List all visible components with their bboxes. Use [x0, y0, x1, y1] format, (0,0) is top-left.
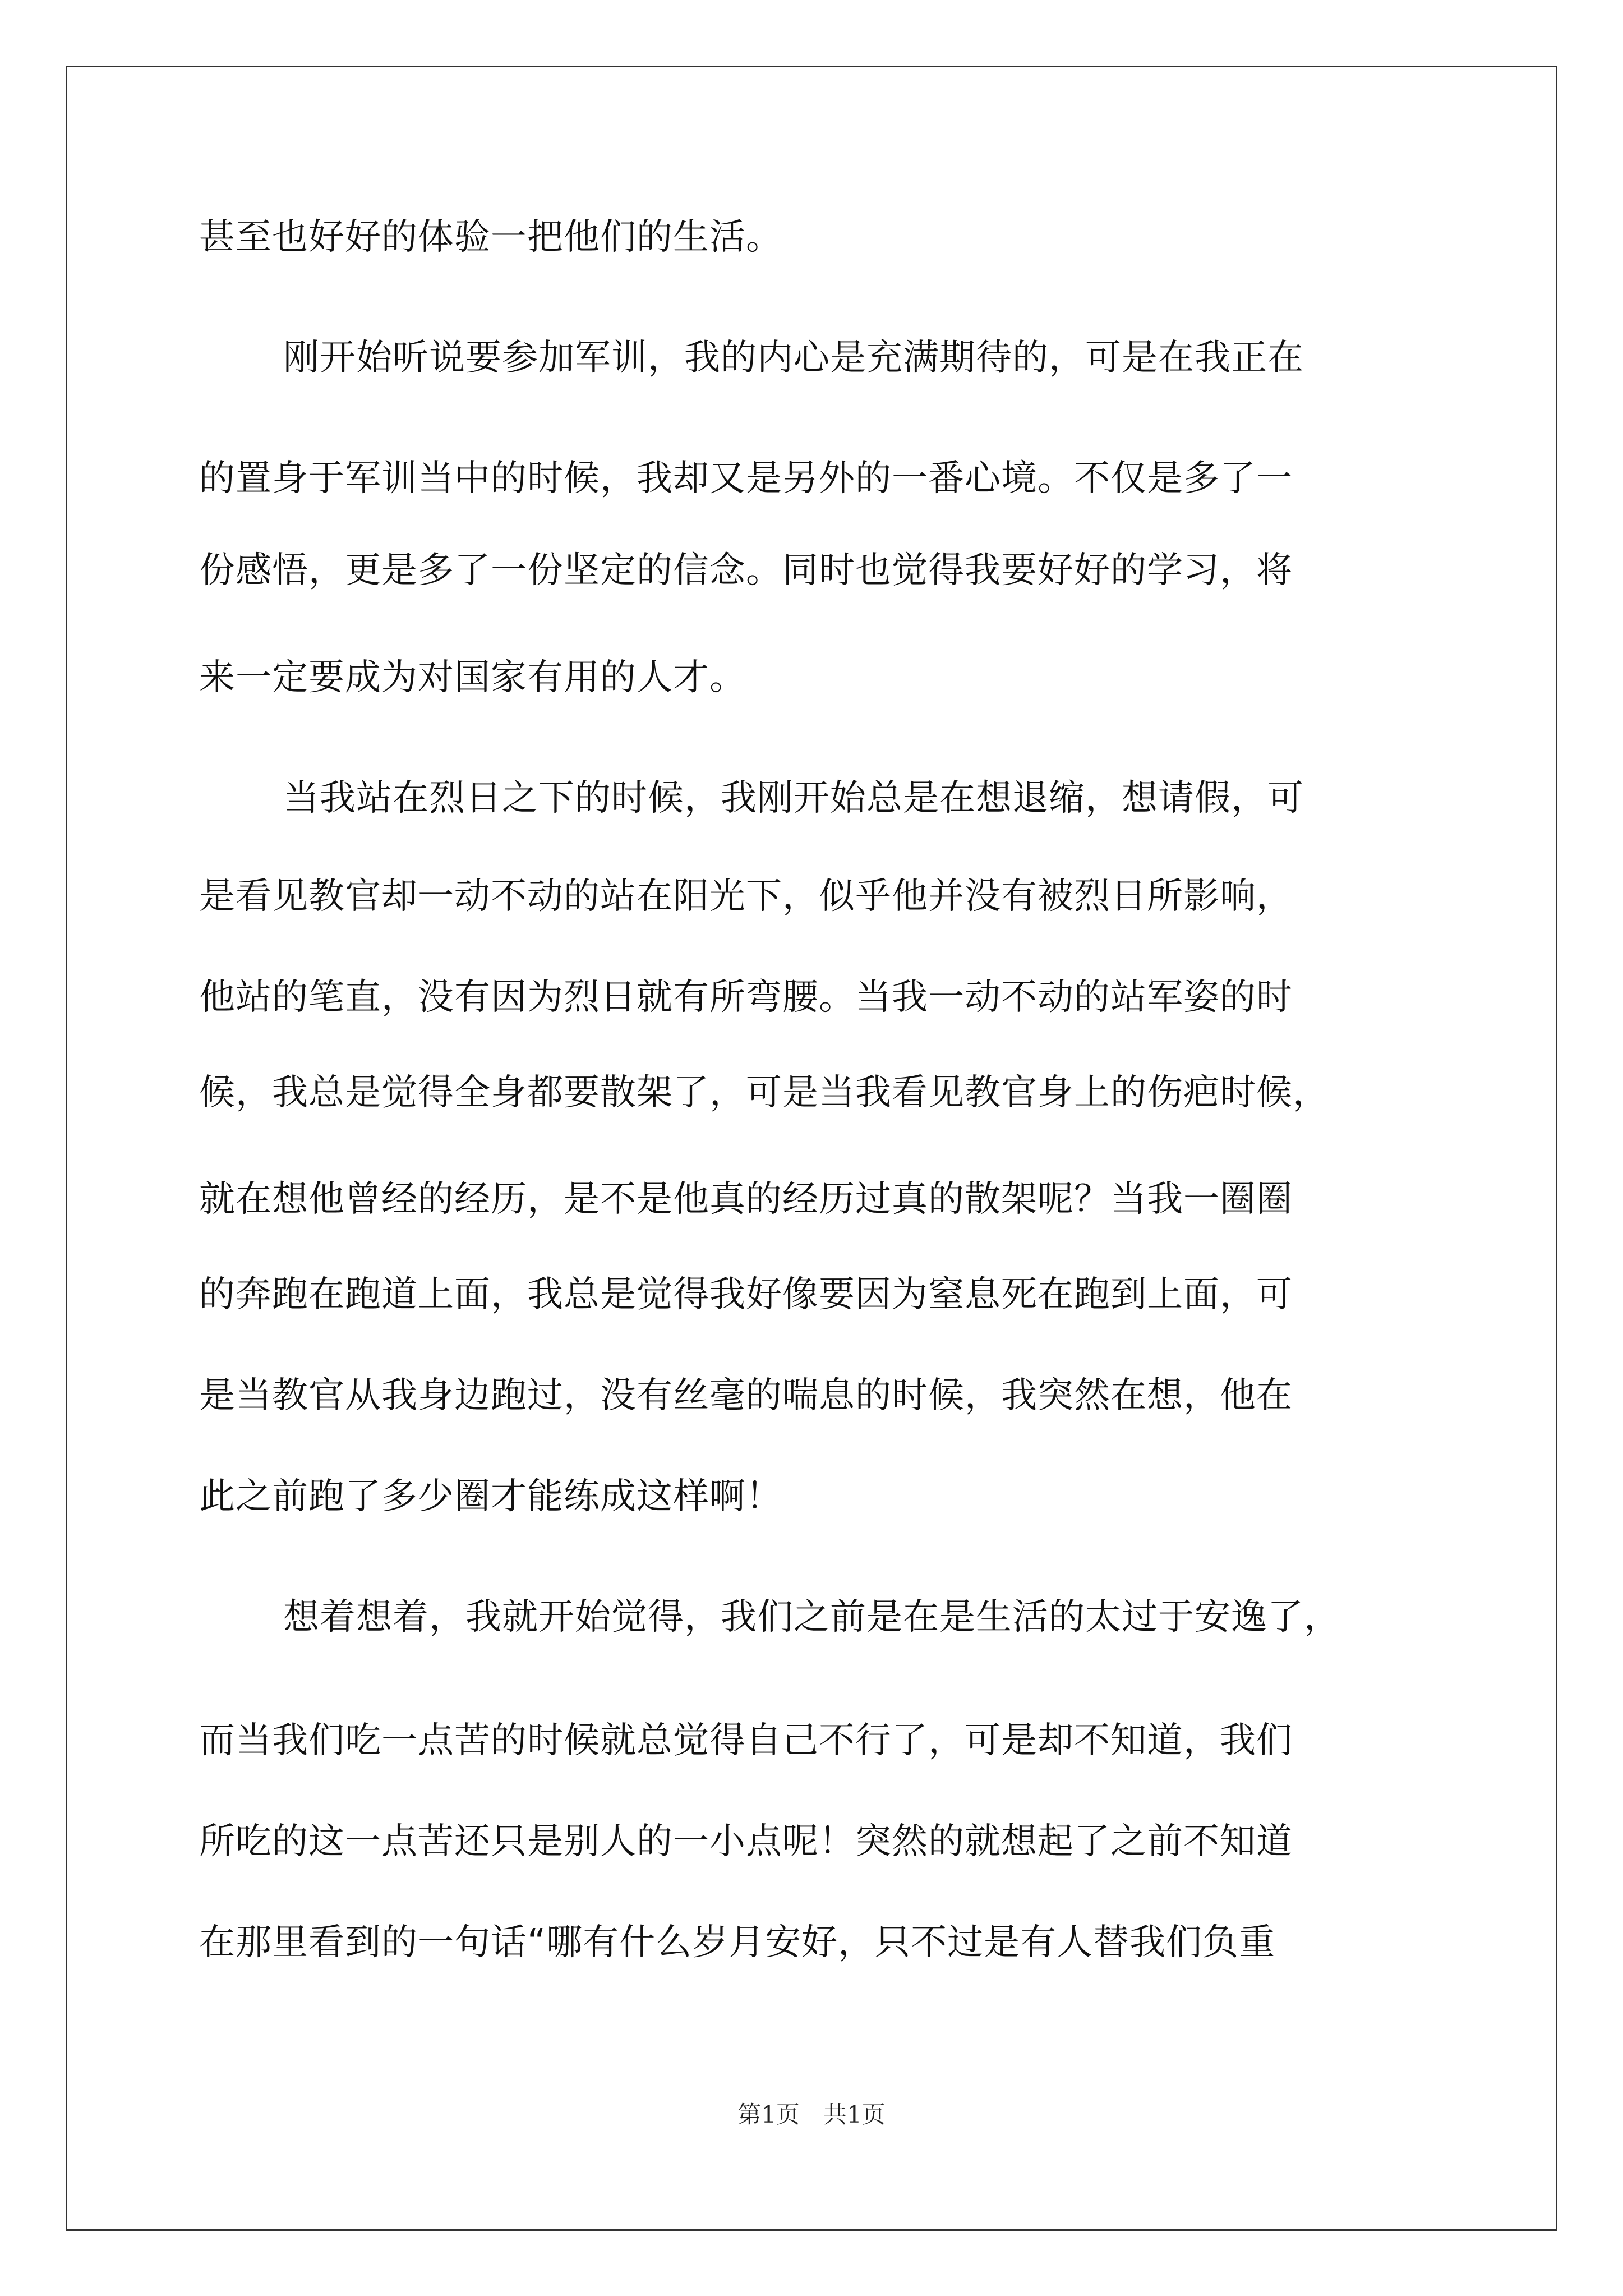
text-line: 份感悟，更是多了一份坚定的信念。同时也觉得我要好好的学习，将 [199, 550, 1293, 591]
text-line: 而当我们吃一点苦的时候就总觉得自己不行了，可是却不知道，我们 [199, 1720, 1293, 1761]
text-line: 就在想他曾经的经历，是不是他真的经历过真的散架呢？当我一圈圈 [199, 1179, 1293, 1220]
text-line: 候，我总是觉得全身都要散架了，可是当我看见教官身上的伤疤时候， [199, 1072, 1329, 1114]
text-line: 的奔跑在跑道上面，我总是觉得我好像要因为窒息死在跑到上面，可 [199, 1274, 1293, 1315]
text-line: 在那里看到的一句话“哪有什么岁月安好，只不过是有人替我们负重 [199, 1922, 1276, 1963]
text-line: 他站的笔直，没有因为烈日就有所弯腰。当我一动不动的站军姿的时 [199, 977, 1293, 1018]
text-line: 此之前跑了多少圈才能练成这样啊！ [199, 1476, 782, 1517]
page-footer [0, 2098, 1623, 2132]
text-line: 甚至也好好的体验一把他们的生活。 [199, 217, 782, 258]
paragraph-start-line: 想着想着，我就开始觉得，我们之前是在是生活的太过于安逸了， [283, 1596, 1340, 1638]
text-line: 的置身于军训当中的时候，我却又是另外的一番心境。不仅是多了一 [199, 458, 1293, 499]
text-line: 来一定要成为对国家有用的人才。 [199, 657, 746, 698]
text-line: 是看见教官却一动不动的站在阳光下，似乎他并没有被烈日所影响， [199, 876, 1293, 917]
page-total: 共1页 [823, 2101, 886, 2128]
text-line: 所吃的这一点苦还只是别人的一小点呢！突然的就想起了之前不知道 [199, 1821, 1293, 1862]
page-border [66, 66, 1557, 2231]
text-line: 是当教官从我身边跑过，没有丝毫的喘息的时候，我突然在想，他在 [199, 1375, 1293, 1416]
paragraph-start-line: 当我站在烈日之下的时候，我刚开始总是在想退缩，想请假，可 [283, 777, 1304, 819]
paragraph-start-line: 刚开始听说要参加军训，我的内心是充满期待的，可是在我正在 [283, 337, 1304, 379]
page-number: 第1页 [737, 2101, 800, 2128]
